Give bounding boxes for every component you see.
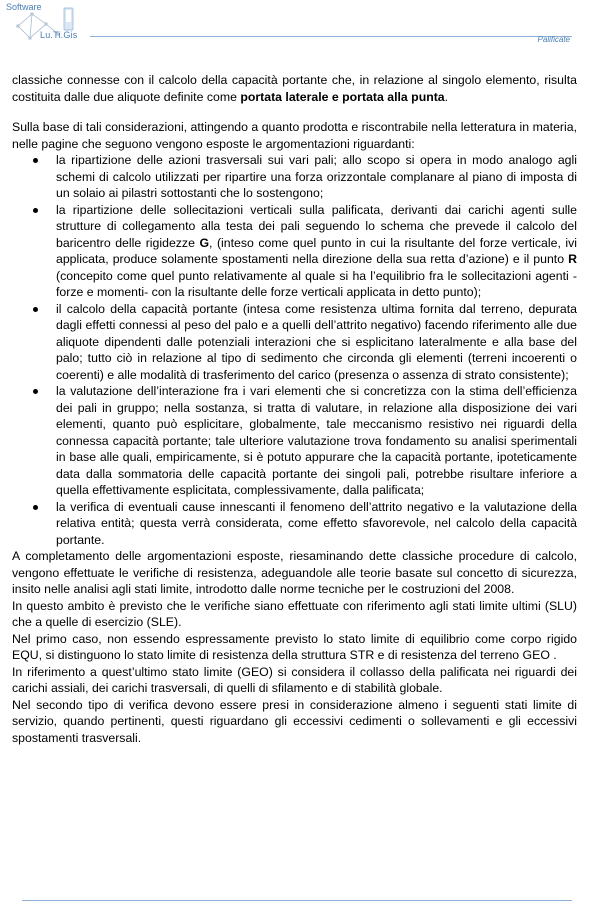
- paragraph: Nel secondo tipo di verifica devono essere presi in considerazione almeno i seguenti stati limite di servizio, quando pertinenti, questi riguardano gli eccessivi cedimenti o sollevamenti e gli eccessivi spostamenti trasversali.: [12, 697, 577, 745]
- header-section-label: Palificate: [537, 35, 570, 44]
- bullet-icon: [33, 389, 38, 394]
- bullet-icon: [33, 208, 38, 213]
- bullet-icon: [33, 505, 38, 510]
- paragraph: In riferimento a quest’ultimo stato limite (GEO) si considera il collasso della palificata nei riguardi dei carichi assiali, dei carichi trasversali, di quelli di sfilamento e di stabilità globale.: [12, 664, 577, 695]
- logo-text-bottom: Lu.Ti.Gis: [40, 30, 78, 40]
- bullet-list: [12, 152, 577, 548]
- footer-divider: [22, 900, 572, 901]
- bullet-icon: [33, 158, 38, 163]
- bullet-icon: [33, 307, 38, 312]
- paragraph: Sulla base di tali considerazioni, attingendo a quanto prodotta e riscontrabile nella letteratura in materia, nelle pagine che seguono vengono esposte le argomentazioni riguardanti:: [12, 120, 577, 151]
- list-item: la ripartizione delle sollecitazioni verticali sulla palificata, derivanti dai carichi agenti sulle strutture di collegamento alla testa dei pali seguendo lo schema che prevede il calcolo del baricentro delle rigidezze G, (inteso come quel punto in cui la risultante del forze verticale, ivi applicata, produce solamente spostamenti nella direzione della sua retta d’azione) e il punto R (concepito come quel punto relativamente al quale si ha l’equilibrio fra le sollecitazioni agenti -forze e momenti- con la risultante delle forze verticali applicata in detto punto);: [12, 202, 577, 301]
- logo-text-top: Software: [6, 2, 42, 12]
- list-item: la verifica di eventuali cause innescanti il fenomeno dell’attrito negativo e la valutazione della relativa entità; questa verrà considerata, come effetto sfavorevole, nel calcolo della capacità portante.: [12, 499, 577, 549]
- header-divider: [90, 36, 572, 37]
- page-header: [0, 0, 590, 50]
- list-item: il calcolo della capacità portante (intesa come resistenza ultima fornita dal terreno, depurata dagli effetti connessi al peso del palo e a quelli dell’attrito negativo) facendo riferimento alle due aliquote dipendenti dalle potenziali interazioni che si esplicitano lateralmente e alla base del palo; tutto ciò in relazione al tipo di sedimento che circonda gli elementi (terreni incoerenti o coerenti) e alle modalità di trasferimento del carico (presenza o assenza di strato consistente);: [12, 301, 577, 384]
- paragraph: In questo ambito è previsto che le verifiche siano effettuate con riferimento agli stati limite ultimi (SLU) che a quelle di esercizio (SLE).: [12, 598, 577, 629]
- list-item: la valutazione dell’interazione fra i vari elementi che si concretizza con la stima dell’efficienza dei pali in gruppo; nella sostanza, si tratta di valutare, in relazione alla disposizione dei vari elementi, quanto può esplicitare, globalmente, tale meccanismo resistivo nei riguardi della connessa capacità portante; tale ulteriore valutazione trova fondamento su analisi sperimentali in base alle quali, empiricamente, si è potuto appurare che la capacità portante, ipoteticamente data dalla sommatoria delle capacità portante dei singoli pali, potrebbe risultare inferiore a quella effettivamente esplicitata, complessivamente, dalla palificata;: [12, 383, 577, 499]
- list-item: la ripartizione delle azioni trasversali sui vari pali; allo scopo si opera in modo analogo agli schemi di calcolo utilizzati per ripartire una forza orizzontale complanare al piano di imposta di un solaio ai pilastri sottostanti che lo sostengono;: [12, 152, 577, 202]
- paragraph: classiche connesse con il calcolo della capacità portante che, in relazione al singolo elemento, risulta costituita dalle due aliquote definite come portata laterale e portata alla punta.: [12, 73, 577, 104]
- network-logo-icon: [10, 6, 90, 46]
- bold-term: portata laterale e portata alla punta: [240, 89, 445, 104]
- paragraph: Nel primo caso, non essendo espressamente previsto lo stato limite di equilibrio come corpo rigido EQU, si distinguono lo stato limite di resistenza della struttura STR e di resistenza del terreno GEO .: [12, 631, 577, 662]
- document-body: [12, 72, 577, 746]
- paragraph: A completamento delle argomentazioni esposte, riesaminando dette classiche procedure di calcolo, vengono effettuate le verifiche di resistenza, adeguandole alle teorie basate sul concetto di sicurezza, insito nelle analisi agli stati limite, introdotto dalle norme tecniche per le costruzioni del 2008.: [12, 549, 577, 596]
